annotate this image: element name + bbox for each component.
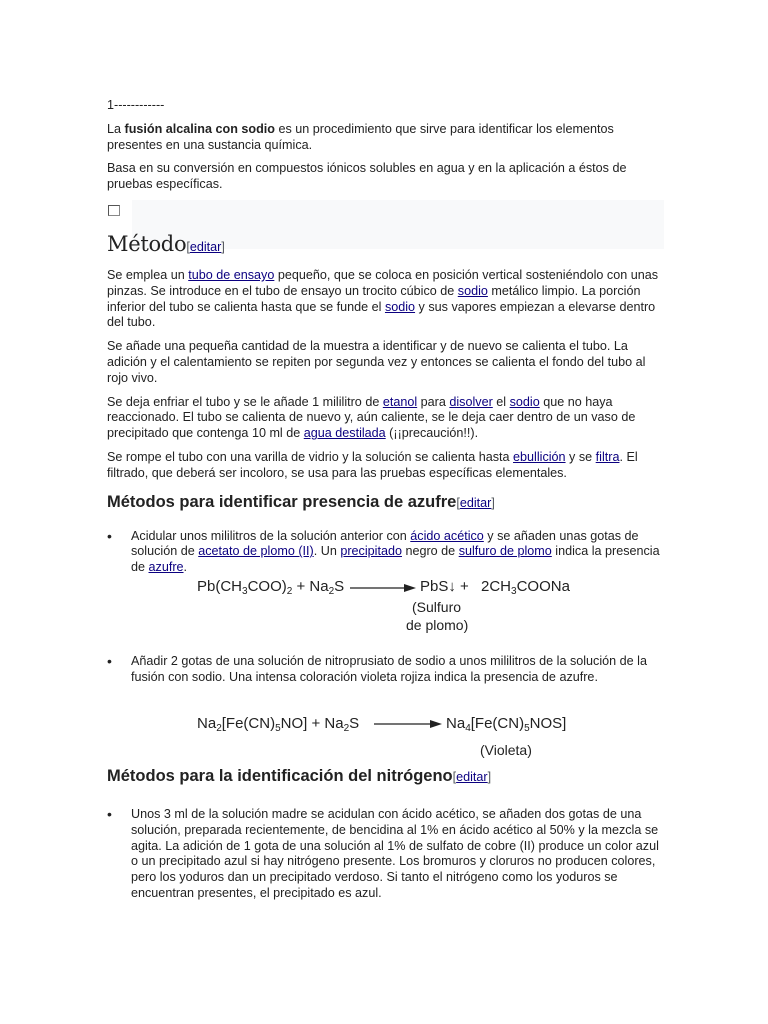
formula-part: Pb(CH xyxy=(197,578,243,595)
formula-part: S xyxy=(349,715,360,732)
heading-text: Método xyxy=(107,231,187,256)
edit-section-link-wrapper xyxy=(186,240,225,254)
text: (¡¡precaución!!). xyxy=(385,426,479,441)
formula-part: + Na xyxy=(292,578,329,595)
edit-link[interactable]: editar xyxy=(456,770,488,784)
text: . Un xyxy=(313,544,341,559)
azufre-list xyxy=(107,529,667,576)
equation-1-product-acetate xyxy=(481,578,570,597)
section-title-azufre xyxy=(107,492,667,513)
formula-part: COONa xyxy=(516,578,570,595)
formula-part: Na xyxy=(446,715,466,732)
reaction-arrow-icon xyxy=(374,718,442,730)
intro-paragraph-2: Basa en su conversión en compuestos iónicos solubles en agua y en la aplicación a éstos de pruebas específicas. xyxy=(107,161,627,192)
subscript: 3 xyxy=(511,586,517,597)
text: es un procedimiento que sirve para identificar los elementos presentes en una sustancia química. xyxy=(107,121,614,152)
subscript: 5 xyxy=(275,723,281,734)
edit-section-link-wrapper xyxy=(453,770,492,784)
formula-part: [Fe(CN) xyxy=(221,715,276,732)
section-title-nitrogeno xyxy=(107,766,667,787)
text: que no haya reaccionado. El tubo se calienta de nuevo y, aún caliente, se le deja caer dentro de un vaso de precipitado que contenga 10 ml de xyxy=(107,394,636,441)
subscript: 4 xyxy=(465,723,471,734)
text: La xyxy=(107,121,125,136)
reaction-arrow-icon xyxy=(350,582,416,594)
formula-part: [Fe(CN) xyxy=(470,715,525,732)
text: el xyxy=(492,394,510,409)
link-disolver[interactable]: disolver xyxy=(449,394,493,409)
equation-1-lhs xyxy=(197,578,344,597)
nitrogeno-list xyxy=(107,807,667,902)
link-precipitado[interactable]: precipitado xyxy=(340,544,402,559)
link-ebullicion[interactable]: ebullición xyxy=(513,449,566,464)
subscript: 3 xyxy=(242,586,248,597)
intro-paragraph-1 xyxy=(107,122,667,154)
text: y se xyxy=(565,449,596,464)
subscript: 2 xyxy=(286,586,293,597)
list-item: • Añadir 2 gotas de una solución de nitroprusiato de sodio a unos mililitros de la solución de la fusión con sodio. Una intensa coloración violeta rojiza indica la presencia de azufre. xyxy=(107,654,667,686)
link-sodio[interactable]: sodio xyxy=(384,299,416,314)
section-title-metodo xyxy=(107,231,667,260)
link-tubo-de-ensayo[interactable]: tubo de ensayo xyxy=(188,267,275,282)
text: Se emplea un xyxy=(107,267,189,282)
subscript: 2 xyxy=(343,723,350,734)
text: Se deja enfriar el tubo y se le añade 1 mililitro de xyxy=(107,394,383,409)
link-acido-acetico[interactable]: ácido acético xyxy=(410,528,484,543)
text: negro de xyxy=(401,544,459,559)
page-counter: 1------------ xyxy=(107,98,165,112)
bracket: [ xyxy=(186,239,190,254)
bracket: [ xyxy=(456,495,460,510)
text: . El filtrado, que deberá ser incoloro, se usa para las pruebas específicas elementales. xyxy=(107,449,638,480)
formula-part: 2CH xyxy=(481,578,512,595)
heading-text: Métodos para la identificación del nitrógeno xyxy=(107,767,453,785)
formula-part: Na xyxy=(197,715,217,732)
text: y se añaden unas gotas de solución de xyxy=(131,528,639,559)
article-body xyxy=(107,98,667,576)
text: metálico limpio. La porción inferior del tubo se calienta hasta que se funde el xyxy=(107,283,641,314)
heading-text: Métodos para identificar presencia de azufre xyxy=(107,492,457,511)
edit-link[interactable]: editar xyxy=(189,239,222,254)
equation-2-lhs xyxy=(197,715,359,734)
link-sodio[interactable]: sodio xyxy=(509,394,540,409)
metodo-paragraph-1 xyxy=(107,268,667,331)
bracket: ] xyxy=(487,770,492,784)
metodo-paragraph-2: Se añade una pequeña cantidad de la muestra a identificar y de nuevo se calienta el tubo. La adición y el calentamiento se repiten por segunda vez y entonces se calienta el fondo del tubo al rojo vivo. xyxy=(107,339,646,385)
link-agua-destilada[interactable]: agua destilada xyxy=(303,426,386,441)
formula-part: NO] + Na xyxy=(280,715,344,732)
link-sodio[interactable]: sodio xyxy=(457,283,488,298)
link-acetato-de-plomo[interactable]: acetato de plomo (II) xyxy=(198,544,314,559)
bracket: ] xyxy=(491,495,495,510)
subscript: 5 xyxy=(524,723,530,734)
equation-2-rhs xyxy=(446,715,566,734)
formula-part: NOS] xyxy=(529,715,567,732)
bold-term: fusión alcalina con sodio xyxy=(124,121,275,136)
equation-1-product-pbs: PbS↓ + xyxy=(420,578,469,595)
text: Acidular unos mililitros de la solución anterior con xyxy=(131,528,411,543)
subscript: 2 xyxy=(216,723,222,734)
text: pequeño, que se coloca en posición vertical sosteniéndolo con unas pinzas. Se introduce en el tubo de ensayo un trocito cúbico de xyxy=(107,267,659,298)
formula-part: S xyxy=(334,578,345,595)
section-nitrogeno xyxy=(107,766,667,902)
text: y sus vapores empiezan a elevarse dentro del tubo. xyxy=(107,299,656,330)
azufre-list-2 xyxy=(107,654,667,686)
metodo-paragraph-4 xyxy=(107,450,667,482)
bracket: [ xyxy=(452,770,457,784)
link-sulfuro-de-plomo[interactable]: sulfuro de plomo xyxy=(458,544,552,559)
subscript: 2 xyxy=(328,586,335,597)
edit-link[interactable]: editar xyxy=(459,495,492,510)
text: indica la presencia de xyxy=(131,544,660,575)
formula-part: COO) xyxy=(247,578,287,595)
edit-section-link-wrapper xyxy=(456,496,495,510)
bracket: ] xyxy=(221,239,225,254)
link-etanol[interactable]: etanol xyxy=(382,394,418,409)
equation-1-note-line-2: de plomo) xyxy=(406,617,469,633)
link-azufre[interactable]: azufre xyxy=(148,560,184,575)
text: Se rompe el tubo con una varilla de vidrio y la solución se calienta hasta xyxy=(107,449,514,464)
text: . xyxy=(183,560,188,575)
list-item xyxy=(107,529,667,576)
equation-2-note: (Violeta) xyxy=(480,742,532,758)
metodo-paragraph-3 xyxy=(107,395,667,442)
link-filtra[interactable]: filtra xyxy=(595,449,620,464)
text: para xyxy=(417,394,450,409)
list-item: • Unos 3 ml de la solución madre se acidulan con ácido acético, se añaden dos gotas de una solución, preparada recientemente, de bencidina al 1% en ácido acético al 50% y la mezcla se agita. La adición de 1 gota de una solución al 1% de sulfato de cobre (II) produce un color azul o un precipitado azul si hay nitrógeno presente. Los bromuros y cloruros no producen colores, pero los yoduros dan un precipitado verdoso. Si tanto el nitrógeno como los yoduros se encuentran presentes, el precipitado es azul. xyxy=(107,807,667,902)
equation-1-note-line-1: (Sulfuro xyxy=(412,599,462,615)
